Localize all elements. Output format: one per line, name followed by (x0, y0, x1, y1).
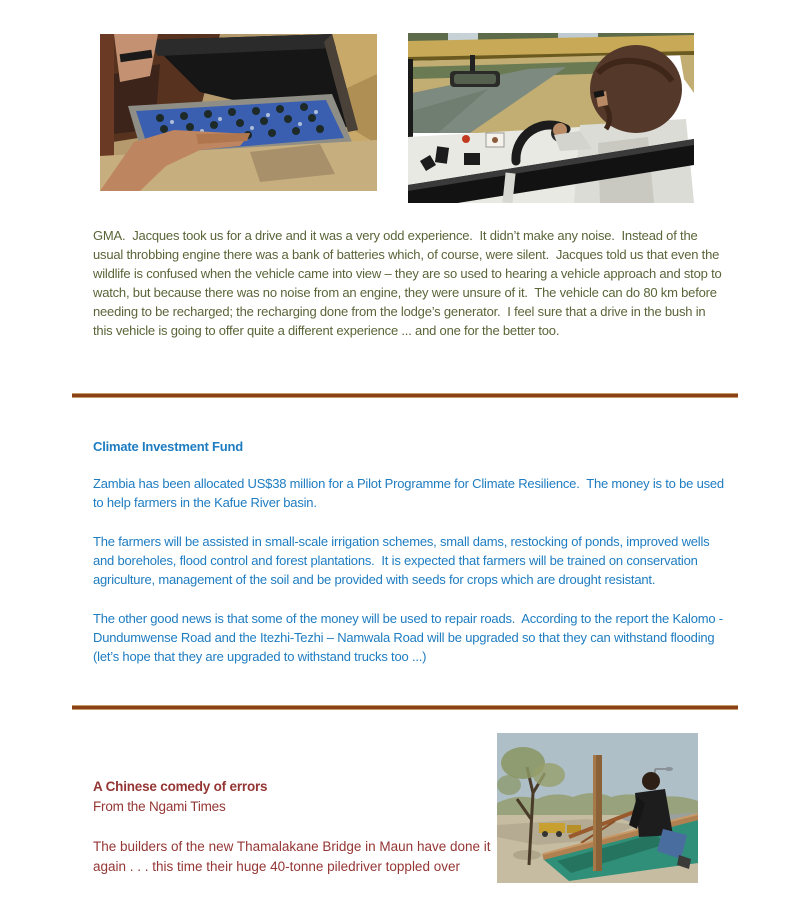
section-divider-top (72, 393, 738, 398)
comedy-paragraph: The builders of the new Thamalakane Bridge in Maun have done it again . . . this time their huge 40-tonne piledriver toppled over (93, 839, 491, 874)
section-divider-bottom (72, 705, 738, 710)
comedy-byline: From the Ngami Times (93, 799, 226, 814)
comedy-section (93, 777, 495, 877)
driving-photo-art (408, 33, 694, 203)
climate-paragraph-3: The other good news is that some of the money will be used to repair roads. According to the report the Kalomo - Dundumwense Road and the Itezhi-Tezhi – Namwala Road will be upgraded so that they can withstand flooding (let’s hope that they are upgraded to withstand trucks too ...) (93, 611, 727, 664)
climate-paragraph-1: Zambia has been allocated US$38 million for a Pilot Programme for Climate Resilience. The money is to be used to help farmers in the Kafue River basin. (93, 476, 728, 510)
driving-photo (408, 33, 694, 203)
bridge-construction-photo-art (497, 733, 698, 883)
comedy-heading: A Chinese comedy of errors (93, 779, 268, 794)
battery-bank-photo-art (100, 34, 377, 191)
climate-heading: Climate Investment Fund (93, 439, 243, 454)
battery-bank-photo (100, 34, 377, 191)
climate-section (93, 437, 727, 686)
bridge-construction-photo (497, 733, 698, 883)
climate-paragraph-2: The farmers will be assisted in small-scale irrigation schemes, small dams, restocking of ponds, improved wells and boreholes, flood control and forest plantations. It is expected that farmers will be trained on conservation agriculture, management of the soil and be provided with seeds for crops which are drought resistant. (93, 534, 713, 587)
gma-paragraph: GMA. Jacques took us for a drive and it was a very odd experience. It didn’t make any noise. Instead of the usual throbbing engine there was a bank of batteries which, of course, were silent. Jacques told us that even the wildlife is confused when the vehicle came into view – they are so used to hearing a vehicle approach and stop to watch, but because there was no noise from an engine, they were unsure of it. The vehicle can do 80 km before needing to be recharged; the recharging done from the lodge’s generator. I feel sure that a drive in the bush in this vehicle is going to offer quite a different experience ... and one for the better too. (93, 228, 725, 338)
